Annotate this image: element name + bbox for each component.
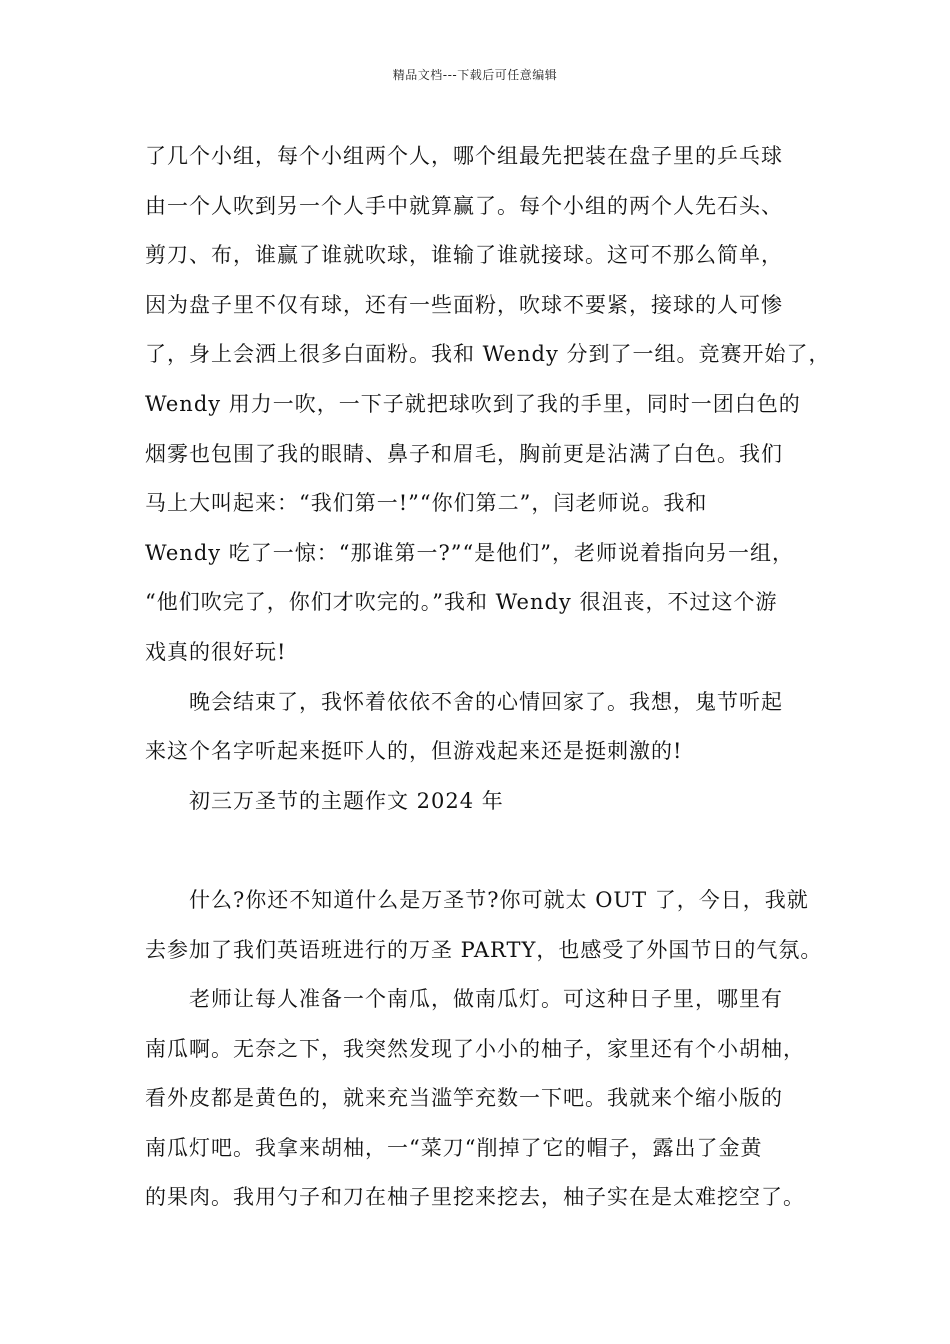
text-line: 剪刀、布，谁赢了谁就吹球，谁输了谁就接球。这可不那么简单， <box>145 243 783 268</box>
paragraph-start-line: 晚会结束了，我怀着依依不舍的心情回家了。我想，鬼节听起 <box>189 689 783 714</box>
blank-line <box>145 826 825 876</box>
text-line: 看外皮都是黄色的，就来充当滥竽充数一下吧。我就来个缩小版的 <box>145 1086 783 1111</box>
text-line: 南瓜啊。无奈之下，我突然发现了小小的柚子，家里还有个小胡柚， <box>145 1036 805 1061</box>
paragraph-start-line: 什么?你还不知道什么是万圣节?你可就太 OUT 了，今日，我就 <box>189 887 809 912</box>
text-line: 烟雾也包围了我的眼睛、鼻子和眉毛，胸前更是沾满了白色。我们 <box>145 441 783 466</box>
text-line: 戏真的很好玩! <box>145 639 287 664</box>
text-line: 了几个小组，每个小组两个人，哪个组最先把装在盘子里的乒乓球 <box>145 144 783 168</box>
section-title: 初三万圣节的主题作文 2024 年 <box>189 788 504 813</box>
page-header: 精品文档---下载后可任意编辑 <box>392 68 558 82</box>
text-line: 的果肉。我用勺子和刀在柚子里挖来挖去，柚子实在是太难挖空了。 <box>145 1185 805 1210</box>
text-line: 马上大叫起来：“我们第一!”“你们第二”，闫老师说。我和 <box>145 491 708 516</box>
text-line: “他们吹完了，你们才吹完的。”我和 Wendy 很沮丧，不过这个游 <box>145 590 778 615</box>
text-line: 去参加了我们英语班进行的万圣 PARTY，也感受了外国节日的气氛。 <box>145 937 823 962</box>
text-line: Wendy 吃了一惊：“那谁第一?”“是他们”，老师说着指向另一组， <box>145 540 795 565</box>
document-body <box>145 132 831 1223</box>
text-line: Wendy 用力一吹，一下子就把球吹到了我的手里，同时一团白色的 <box>145 391 801 416</box>
text-line: 了，身上会洒上很多白面粉。我和 Wendy 分到了一组。竞赛开始了， <box>145 342 831 367</box>
text-line: 因为盘子里不仅有球，还有一些面粉，吹球不要紧，接球的人可惨 <box>145 292 783 317</box>
text-line: 由一个人吹到另一个人手中就算赢了。每个小组的两个人先石头、 <box>145 193 783 218</box>
text-line: 来这个名字听起来挺吓人的，但游戏起来还是挺刺激的! <box>145 739 683 764</box>
paragraph-start-line: 老师让每人准备一个南瓜，做南瓜灯。可这种日子里，哪里有 <box>189 987 783 1012</box>
text-line: 南瓜灯吧。我拿来胡柚，一“菜刀“削掉了它的帽子，露出了金黄 <box>145 1135 763 1160</box>
